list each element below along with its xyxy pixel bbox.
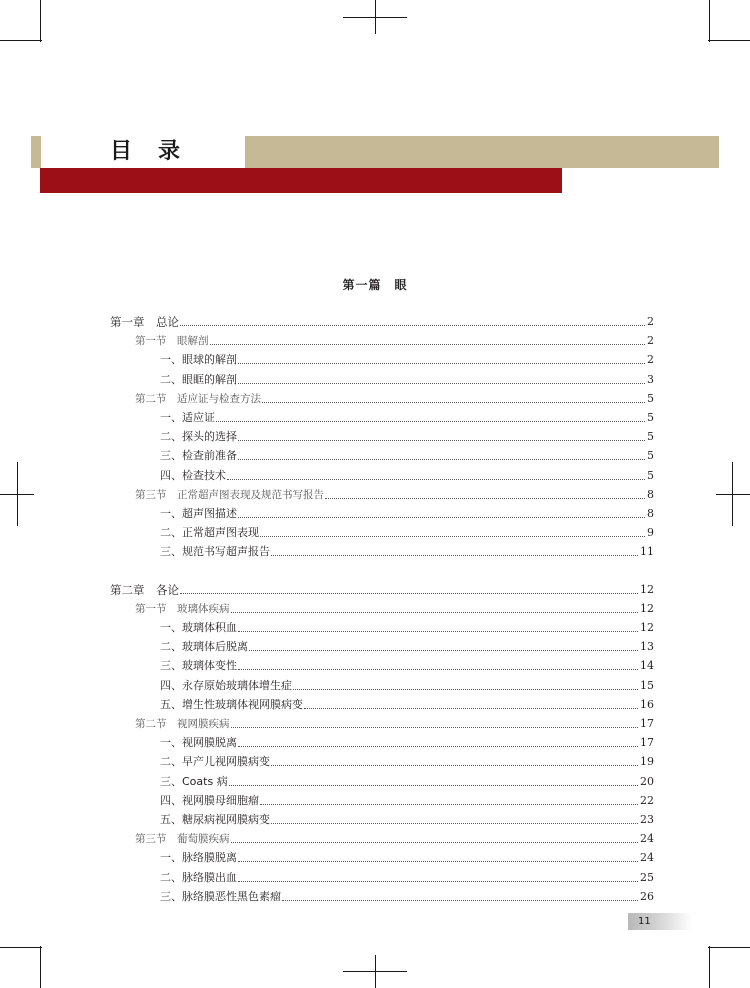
toc-item[interactable] [160, 751, 654, 769]
dot-leader [229, 784, 638, 786]
toc-label: 第三节 正常超声图表现及规范书写报告 [135, 488, 324, 501]
toc-label: 三、Coats 病 [160, 774, 228, 788]
toc-label: 二、早产儿视网膜病变 [160, 755, 270, 769]
toc-section[interactable] [135, 713, 654, 731]
toc-page-number: 16 [640, 697, 654, 711]
toc-item[interactable] [160, 445, 654, 463]
dot-leader [271, 764, 638, 766]
toc-item[interactable] [160, 886, 654, 904]
toc-label: 二、脉络膜出血 [160, 870, 237, 884]
toc-label: 三、玻璃体变性 [160, 659, 237, 673]
toc-label: 第一章 总论 [110, 315, 179, 329]
toc-item[interactable] [160, 503, 654, 521]
toc-page-number: 5 [647, 468, 654, 482]
toc-item[interactable] [160, 675, 654, 693]
toc-label: 一、适应证 [160, 411, 215, 424]
dot-leader [304, 707, 638, 709]
dot-leader [231, 611, 639, 613]
red-band [40, 168, 562, 193]
toc-item[interactable] [160, 541, 654, 559]
toc-page-number: 13 [640, 640, 654, 654]
toc-item[interactable] [160, 522, 654, 540]
toc-page-number: 2 [647, 353, 654, 367]
toc-page-number: 17 [640, 736, 654, 750]
toc-page-number: 20 [640, 774, 654, 788]
dot-leader [180, 592, 638, 594]
toc-page-number: 5 [647, 430, 654, 444]
toc-label: 四、视网膜母细胞瘤 [160, 793, 259, 807]
dot-leader [238, 458, 645, 460]
toc-item[interactable] [160, 790, 654, 808]
toc-item[interactable] [160, 426, 654, 444]
toc-section[interactable] [135, 330, 654, 348]
toc-label: 第三节 葡萄膜疾病 [135, 833, 230, 846]
toc-page-number: 5 [647, 411, 654, 424]
toc-label: 二、探头的选择 [160, 430, 237, 444]
dot-leader [238, 439, 645, 441]
toc-label: 第二节 视网膜疾病 [135, 718, 230, 730]
toc-page-number: 12 [640, 582, 654, 596]
toc-item[interactable] [160, 407, 654, 425]
dot-leader [238, 880, 638, 882]
toc-section[interactable] [135, 388, 654, 406]
toc-label: 五、增生性玻璃体视网膜病变 [160, 697, 303, 711]
dot-leader [260, 535, 645, 537]
toc-label: 一、玻璃体积血 [160, 621, 237, 634]
dot-leader [231, 841, 639, 843]
toc-chapter[interactable] [110, 311, 654, 329]
toc-page-number: 22 [640, 793, 654, 807]
dot-leader [216, 420, 645, 422]
toc-chapter[interactable] [110, 579, 654, 597]
dot-leader [238, 362, 645, 364]
toc-label: 四、检查技术 [160, 468, 226, 482]
page-number: 11 [638, 916, 651, 927]
toc-item[interactable] [160, 349, 654, 367]
toc-label: 第二节 适应证与检查方法 [135, 392, 261, 405]
dot-leader [238, 516, 645, 518]
toc-page-number: 11 [640, 545, 654, 559]
toc-page-number: 15 [640, 678, 654, 692]
toc-page-number: 14 [640, 659, 654, 673]
toc-page-number: 25 [640, 870, 654, 884]
dot-leader [293, 688, 638, 690]
toc-page-number: 12 [640, 621, 654, 634]
toc-label: 二、玻璃体后脱离 [160, 640, 248, 654]
toc-page-number: 2 [647, 334, 654, 348]
toc-page-number: 2 [647, 315, 654, 328]
toc-page-number: 24 [640, 851, 654, 865]
toc-page-number: 3 [647, 372, 654, 386]
toc-page-number: 24 [640, 832, 654, 846]
part-title: 第一篇 眼 [342, 278, 408, 292]
dot-leader [231, 726, 639, 728]
dot-leader [262, 401, 645, 403]
dot-leader [227, 478, 645, 480]
toc-label: 三、脉络膜恶性黑色素瘤 [160, 889, 281, 903]
dot-leader [249, 649, 638, 651]
toc-page-number: 19 [640, 755, 654, 769]
toc-label: 三、规范书写超声报告 [160, 545, 270, 559]
dot-leader [238, 860, 638, 862]
toc-page-number: 8 [647, 487, 654, 501]
toc-item[interactable] [160, 369, 654, 387]
toc-page-number: 5 [647, 391, 654, 405]
toc-item[interactable] [160, 694, 654, 712]
dot-leader [325, 497, 645, 499]
toc-section[interactable] [135, 828, 654, 846]
toc-page-number: 23 [640, 813, 654, 826]
dot-leader [238, 668, 638, 670]
toc-page-number: 8 [647, 507, 654, 520]
dot-leader [271, 554, 638, 556]
toc-item[interactable] [160, 732, 654, 750]
toc-label: 第一节 眼解剖 [135, 335, 209, 348]
toc-label: 五、糖尿病视网膜病变 [160, 813, 270, 826]
dot-leader [180, 324, 645, 326]
page-title: 目录 [110, 139, 207, 164]
toc-page-number: 12 [640, 601, 654, 615]
dot-leader [210, 343, 646, 345]
toc-item[interactable] [160, 617, 654, 635]
toc-label: 三、检查前准备 [160, 449, 237, 463]
toc-item[interactable] [160, 867, 654, 885]
toc-item[interactable] [160, 655, 654, 673]
toc-label: 四、永存原始玻璃体增生症 [160, 678, 292, 692]
toc-item[interactable] [160, 465, 654, 483]
toc-label: 一、脉络膜脱离 [160, 851, 237, 865]
toc-item[interactable] [160, 847, 654, 865]
toc-page-number: 9 [647, 526, 654, 540]
toc-page-number: 17 [640, 717, 654, 730]
dot-leader [238, 382, 645, 384]
toc-section[interactable] [135, 484, 654, 502]
toc-page-number: 26 [640, 889, 654, 903]
toc-label: 二、正常超声图表现 [160, 526, 259, 540]
toc-label: 一、视网膜脱离 [160, 736, 237, 750]
toc-page-number: 5 [647, 449, 654, 463]
toc-label: 二、眼眶的解剖 [160, 372, 237, 386]
toc-label: 第一节 玻璃体疾病 [135, 602, 230, 615]
toc-item[interactable] [160, 771, 654, 789]
dot-leader [282, 899, 638, 901]
dot-leader [260, 803, 638, 805]
toc-section[interactable] [135, 598, 654, 616]
toc-label: 一、超声图描述 [160, 507, 237, 520]
toc-item[interactable] [160, 636, 654, 654]
toc-item[interactable] [160, 809, 654, 827]
dot-leader [271, 822, 638, 824]
toc-label: 第二章 各论 [110, 582, 179, 597]
dot-leader [238, 630, 638, 632]
dot-leader [238, 745, 638, 747]
toc-label: 一、眼球的解剖 [160, 353, 237, 367]
